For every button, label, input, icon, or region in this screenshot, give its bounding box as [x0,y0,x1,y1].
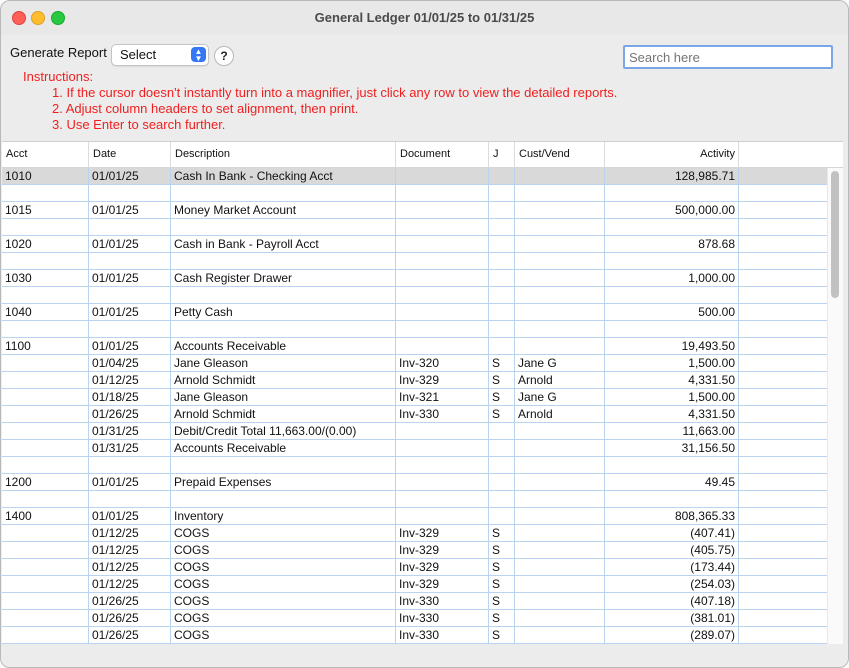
table-row[interactable] [2,236,828,253]
table-row[interactable] [2,185,828,202]
cell-cv [515,236,605,253]
column-header-date[interactable]: Date [89,142,171,167]
cell-date [89,253,171,270]
cell-desc: Jane Gleason [171,389,396,406]
table-row[interactable] [2,287,828,304]
cell-blank [739,219,828,236]
cell-desc: COGS [171,525,396,542]
cell-cv [515,542,605,559]
cell-date: 01/01/25 [89,338,171,355]
cell-blank [739,270,828,287]
cell-date: 01/31/25 [89,440,171,457]
cell-acct: 1040 [2,304,89,321]
ledger-table [2,141,843,645]
cell-date: 01/26/25 [89,406,171,423]
cell-act [605,253,739,270]
table-row[interactable] [2,627,828,644]
cell-date: 01/12/25 [89,559,171,576]
cell-desc: Arnold Schmidt [171,372,396,389]
cell-act: 31,156.50 [605,440,739,457]
cell-desc: Petty Cash [171,304,396,321]
cell-acct [2,253,89,270]
cell-blank [739,168,828,185]
cell-j: S [489,593,515,610]
cell-cv [515,202,605,219]
cell-j [489,474,515,491]
cell-acct [2,372,89,389]
cell-doc [396,474,489,491]
cell-date: 01/18/25 [89,389,171,406]
cell-desc: COGS [171,627,396,644]
cell-act [605,491,739,508]
title-bar [1,1,848,36]
table-row[interactable] [2,440,828,457]
cell-blank [739,508,828,525]
cell-act [605,321,739,338]
cell-doc [396,253,489,270]
cell-j [489,423,515,440]
cell-doc [396,185,489,202]
table-row[interactable] [2,338,828,355]
cell-blank [739,355,828,372]
cell-acct: 1400 [2,508,89,525]
report-toolbar [1,35,848,139]
cell-blank [739,542,828,559]
cell-doc: Inv-329 [396,542,489,559]
cell-acct: 1015 [2,202,89,219]
cell-blank [739,423,828,440]
cell-acct [2,321,89,338]
cell-act: 500.00 [605,304,739,321]
cell-date: 01/04/25 [89,355,171,372]
cell-j [489,253,515,270]
cell-act: (173.44) [605,559,739,576]
column-header-activity[interactable]: Activity [605,142,739,167]
cell-date [89,457,171,474]
cell-cv [515,185,605,202]
cell-desc: Cash in Bank - Payroll Acct [171,236,396,253]
vertical-scrollbar[interactable] [827,168,843,645]
cell-cv [515,219,605,236]
cell-cv [515,168,605,185]
cell-acct [2,440,89,457]
column-header-custvend[interactable]: Cust/Vend [515,142,605,167]
cell-doc: Inv-330 [396,593,489,610]
cell-acct [2,219,89,236]
cell-cv: Jane G [515,355,605,372]
cell-act: 1,000.00 [605,270,739,287]
cell-acct [2,406,89,423]
table-row[interactable] [2,559,828,576]
cell-cv [515,440,605,457]
cell-act: 4,331.50 [605,372,739,389]
table-row[interactable] [2,423,828,440]
table-row[interactable] [2,355,828,372]
cell-date [89,491,171,508]
cell-act [605,219,739,236]
instructions-heading: Instructions: [23,69,94,84]
cell-j [489,185,515,202]
cell-acct: 1030 [2,270,89,287]
cell-act: (405.75) [605,542,739,559]
instruction-line: 3. Use Enter to search further. [52,117,226,132]
cell-j [489,321,515,338]
cell-blank [739,457,828,474]
cell-blank [739,474,828,491]
table-row[interactable] [2,457,828,474]
cell-cv [515,491,605,508]
cell-cv [515,627,605,644]
cell-j [489,457,515,474]
cell-doc [396,508,489,525]
cell-date: 01/01/25 [89,270,171,287]
cell-act: (289.07) [605,627,739,644]
cell-date: 01/01/25 [89,304,171,321]
cell-act: 11,663.00 [605,423,739,440]
cell-desc: Jane Gleason [171,355,396,372]
cell-j: S [489,389,515,406]
cell-acct: 1200 [2,474,89,491]
cell-j [489,270,515,287]
table-row[interactable] [2,389,828,406]
select-value: Select [120,47,157,62]
cell-j [489,287,515,304]
cell-blank [739,491,828,508]
cell-blank [739,321,828,338]
cell-act: (381.01) [605,610,739,627]
cell-desc: Inventory [171,508,396,525]
cell-desc: COGS [171,593,396,610]
cell-doc: Inv-330 [396,406,489,423]
cell-desc: Cash Register Drawer [171,270,396,287]
cell-act [605,287,739,304]
cell-act: 1,500.00 [605,389,739,406]
cell-acct [2,593,89,610]
column-header-blank [739,142,843,167]
scrollbar-thumb[interactable] [831,171,839,298]
cell-acct [2,423,89,440]
cell-j: S [489,559,515,576]
cell-blank [739,185,828,202]
cell-blank [739,389,828,406]
cell-desc [171,491,396,508]
cell-act: 500,000.00 [605,202,739,219]
cell-desc: Prepaid Expenses [171,474,396,491]
cell-doc: Inv-330 [396,610,489,627]
cell-acct: 1100 [2,338,89,355]
cell-j [489,236,515,253]
cell-blank [739,253,828,270]
cell-desc [171,219,396,236]
chevron-up-down-icon: ▲ ▼ [191,47,206,62]
cell-blank [739,576,828,593]
cell-cv: Arnold [515,372,605,389]
cell-doc: Inv-329 [396,372,489,389]
cell-acct [2,542,89,559]
cell-cv [515,457,605,474]
cell-j: S [489,576,515,593]
cell-acct [2,287,89,304]
cell-cv [515,610,605,627]
table-row[interactable] [2,219,828,236]
table-row[interactable] [2,372,828,389]
cell-j: S [489,610,515,627]
cell-doc [396,287,489,304]
cell-blank [739,202,828,219]
cell-blank [739,610,828,627]
window-footer [1,644,848,667]
cell-cv [515,321,605,338]
cell-cv [515,338,605,355]
cell-acct [2,525,89,542]
cell-j [489,508,515,525]
cell-cv [515,525,605,542]
cell-cv: Jane G [515,389,605,406]
cell-date: 01/01/25 [89,202,171,219]
cell-act: 4,331.50 [605,406,739,423]
cell-act: 49.45 [605,474,739,491]
cell-date [89,287,171,304]
cell-date [89,321,171,338]
generate-report-label: Generate Report [10,45,107,60]
cell-doc: Inv-329 [396,576,489,593]
cell-acct: 1010 [2,168,89,185]
table-row[interactable] [2,168,828,185]
cell-acct [2,559,89,576]
cell-date: 01/12/25 [89,525,171,542]
cell-date [89,219,171,236]
cell-desc: COGS [171,576,396,593]
cell-blank [739,372,828,389]
cell-cv: Arnold [515,406,605,423]
cell-doc [396,321,489,338]
cell-acct [2,389,89,406]
cell-j [489,168,515,185]
table-row[interactable] [2,593,828,610]
cell-date [89,185,171,202]
cell-act [605,457,739,474]
cell-j [489,219,515,236]
cell-doc [396,423,489,440]
cell-date: 01/01/25 [89,168,171,185]
cell-cv [515,423,605,440]
cell-desc: COGS [171,542,396,559]
cell-doc [396,457,489,474]
cell-desc: Accounts Receivable [171,440,396,457]
cell-date: 01/26/25 [89,627,171,644]
cell-cv [515,508,605,525]
cell-act: (407.18) [605,593,739,610]
cell-desc [171,321,396,338]
cell-acct [2,185,89,202]
cell-desc [171,457,396,474]
cell-acct [2,627,89,644]
cell-date: 01/26/25 [89,593,171,610]
cell-act [605,185,739,202]
table-row[interactable] [2,253,828,270]
instruction-line: 1. If the cursor doesn't instantly turn into a magnifier, just click any row to view the detailed reports. [52,85,618,100]
table-row[interactable] [2,525,828,542]
cell-cv [515,304,605,321]
cell-doc [396,202,489,219]
instruction-line: 2. Adjust column headers to set alignment, then print. [52,101,359,116]
cell-blank [739,593,828,610]
cell-doc [396,219,489,236]
instructions [23,69,617,133]
cell-date: 01/01/25 [89,474,171,491]
cell-j: S [489,372,515,389]
cell-doc: Inv-321 [396,389,489,406]
table-row[interactable] [2,508,828,525]
search-input[interactable] [623,45,833,69]
cell-j [489,338,515,355]
column-header-j[interactable]: J [489,142,515,167]
cell-act: 128,985.71 [605,168,739,185]
column-header-description[interactable]: Description [171,142,396,167]
cell-blank [739,559,828,576]
cell-j: S [489,525,515,542]
window-title: General Ledger 01/01/25 to 01/31/25 [314,10,535,25]
cell-blank [739,525,828,542]
cell-doc [396,168,489,185]
cell-cv [515,474,605,491]
cell-cv [515,559,605,576]
cell-desc [171,287,396,304]
table-header [2,142,843,168]
cell-desc [171,253,396,270]
cell-doc: Inv-330 [396,627,489,644]
table-row[interactable] [2,491,828,508]
cell-j [489,491,515,508]
cell-blank [739,338,828,355]
cell-j [489,202,515,219]
cell-j: S [489,627,515,644]
cell-doc: Inv-320 [396,355,489,372]
cell-j [489,440,515,457]
table-body [2,168,828,644]
cell-doc [396,236,489,253]
cell-date: 01/01/25 [89,508,171,525]
cell-j [489,304,515,321]
cell-act: 808,365.33 [605,508,739,525]
cell-desc: COGS [171,559,396,576]
cell-blank [739,287,828,304]
cell-doc [396,270,489,287]
help-button[interactable]: ? [214,46,234,66]
table-row[interactable] [2,202,828,219]
cell-date: 01/26/25 [89,610,171,627]
table-row[interactable] [2,321,828,338]
cell-doc: Inv-329 [396,525,489,542]
cell-acct [2,610,89,627]
cell-date: 01/12/25 [89,372,171,389]
cell-cv [515,576,605,593]
cell-desc: Debit/Credit Total 11,663.00/(0.00) [171,423,396,440]
generate-report-select[interactable] [111,44,209,66]
cell-act: (407.41) [605,525,739,542]
table-row[interactable] [2,406,828,423]
cell-j: S [489,406,515,423]
cell-cv [515,270,605,287]
cell-date: 01/31/25 [89,423,171,440]
cell-cv [515,593,605,610]
cell-doc [396,304,489,321]
cell-cv [515,253,605,270]
cell-acct [2,457,89,474]
column-header-document[interactable]: Document [396,142,489,167]
cell-acct: 1020 [2,236,89,253]
cell-acct [2,491,89,508]
cell-acct [2,576,89,593]
cell-doc [396,440,489,457]
cell-desc: Cash In Bank - Checking Acct [171,168,396,185]
cell-desc: Money Market Account [171,202,396,219]
cell-act: 1,500.00 [605,355,739,372]
cell-desc: Arnold Schmidt [171,406,396,423]
cell-doc: Inv-329 [396,559,489,576]
cell-blank [739,406,828,423]
table-row[interactable] [2,474,828,491]
cell-date: 01/12/25 [89,576,171,593]
cell-cv [515,287,605,304]
table-row[interactable] [2,610,828,627]
cell-desc [171,185,396,202]
cell-act: 878.68 [605,236,739,253]
cell-doc [396,491,489,508]
cell-acct [2,355,89,372]
cell-blank [739,236,828,253]
table-row[interactable] [2,542,828,559]
column-header-acct[interactable]: Acct [2,142,89,167]
cell-blank [739,627,828,644]
cell-act: 19,493.50 [605,338,739,355]
cell-date: 01/01/25 [89,236,171,253]
cell-desc: Accounts Receivable [171,338,396,355]
cell-blank [739,440,828,457]
cell-date: 01/12/25 [89,542,171,559]
cell-act: (254.03) [605,576,739,593]
table-row[interactable] [2,304,828,321]
cell-j: S [489,542,515,559]
cell-doc [396,338,489,355]
cell-blank [739,304,828,321]
table-row[interactable] [2,270,828,287]
table-row[interactable] [2,576,828,593]
cell-desc: COGS [171,610,396,627]
cell-j: S [489,355,515,372]
